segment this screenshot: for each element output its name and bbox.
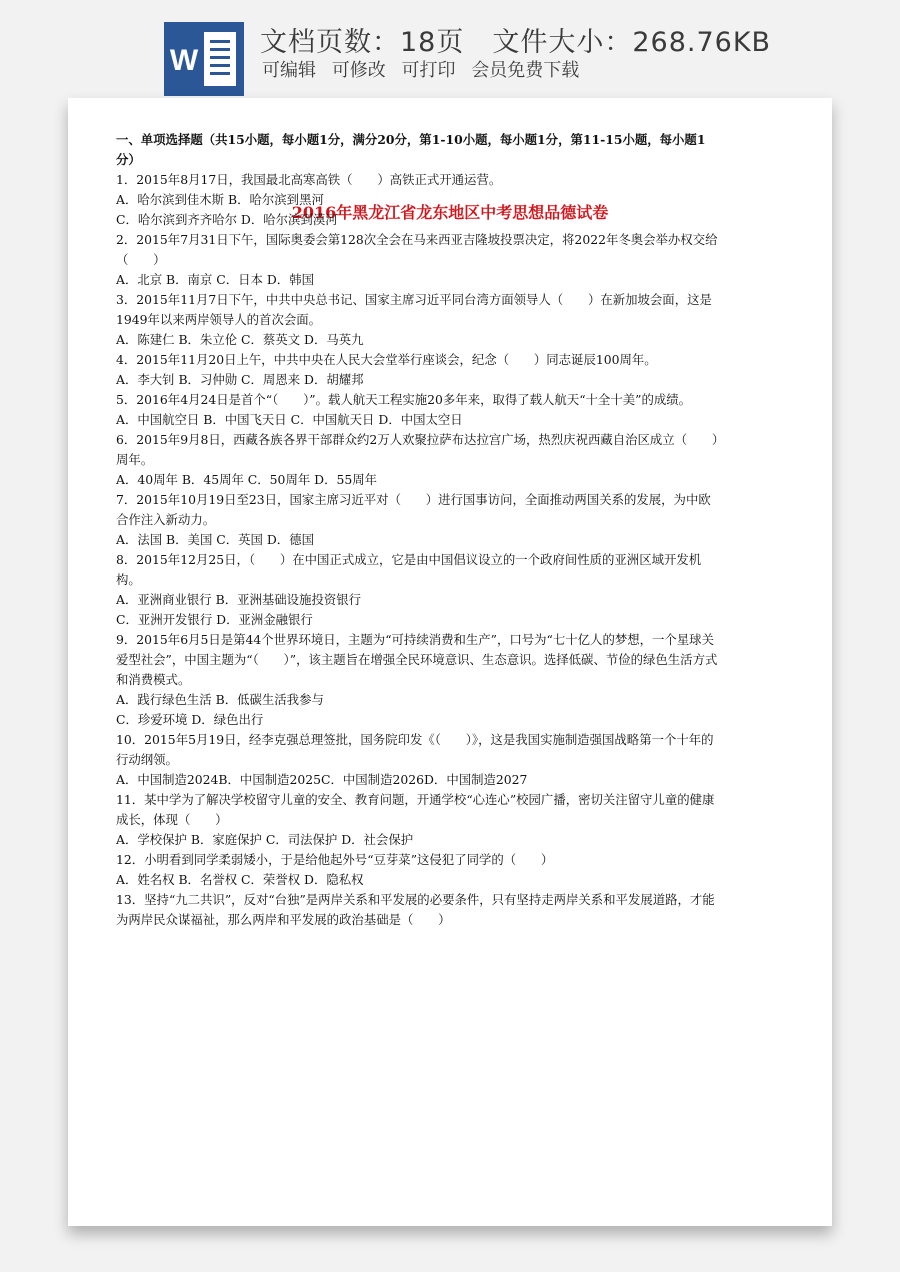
- feature-modifiable: 可修改: [331, 60, 386, 81]
- question-line: 5．2016年4月24日是首个“（ ）”。载人航天工程实施20多年来，取得了载人航天“十全十美”的成绩。: [116, 392, 692, 407]
- question-line: A．40周年 B．45周年 C．50周年 D．55周年: [116, 472, 378, 487]
- question-line: 8．2015年12月25日，（ ）在中国正式成立，它是由中国倡议设立的一个政府间性质的亚洲区域开发机构。: [116, 552, 702, 587]
- question-line: 10．2015年5月19日，经李克强总理签批，国务院印发《（ ）》，这是我国实施制造强国战略第一个十年的行动纲领。: [116, 732, 714, 767]
- document-title: 2016年黑龙江省龙东地区中考思想品德试卷: [291, 203, 609, 222]
- question-line: 4．2015年11月20日上午，中共中央在人民大会堂举行座谈会，纪念（ ）同志诞辰100周年。: [116, 352, 657, 367]
- question-line: 13．坚持“九二共识”，反对“台独”是两岸关系和平发展的必要条件，只有坚持走两岸关系和平发展道路，才能为两岸民众谋福祉，那么两岸和平发展的政治基础是（ ）: [116, 892, 715, 927]
- question-line: A．法国 B．美国 C．英国 D．德国: [116, 532, 314, 547]
- page-count: 文档页数：18页: [260, 27, 465, 58]
- question-line: A．哈尔滨到佳木斯 B．哈尔滨到黑河: [116, 192, 324, 207]
- question-line: A．亚洲商业银行 B．亚洲基础设施投资银行: [116, 592, 362, 607]
- feature-list: [262, 56, 589, 82]
- word-document-icon: [164, 22, 244, 96]
- question-line: 11．某中学为了解决学校留守儿童的安全、教育问题，开通学校“心连心”校园广播，密切关注留守儿童的健康成长，体现（ ）: [116, 792, 715, 827]
- question-line: A．中国制造2024B．中国制造2025C．中国制造2026D．中国制造2027: [116, 772, 528, 787]
- question-line: A．北京 B．南京 C．日本 D．韩国: [116, 272, 314, 287]
- document-body: [116, 130, 720, 930]
- file-meta-line: [260, 20, 771, 59]
- question-line: A．姓名权 B．名誉权 C．荣誉权 D．隐私权: [116, 872, 364, 887]
- section-heading: 一、单项选择题（共15小题，每小题1分，满分20分，第1-10小题，每小题1分，第11-15小题，每小题1分）: [116, 132, 706, 167]
- question-list: [116, 170, 720, 930]
- question-line: 12．小明看到同学柔弱矮小，于是给他起外号“豆芽菜”这侵犯了同学的（ ）: [116, 852, 554, 867]
- file-info-header: [0, 0, 900, 100]
- question-line: A．践行绿色生活 B．低碳生活我参与: [116, 692, 324, 707]
- feature-editable: 可编辑: [262, 60, 316, 81]
- logo-letter: W: [169, 44, 199, 77]
- question-line: C．珍爱环境 D．绿色出行: [116, 712, 264, 727]
- question-line: 9．2015年6月5日是第44个世界环境日，主题为“可持续消费和生产”，口号为“七十亿人的梦想，一个星球关爱型社会”，中国主题为“（ ）”，该主题旨在增强全民环境意识、生态意识。选择低碳、节俭的绿色生活方式和消费模式。: [116, 632, 718, 687]
- question-line: 1．2015年8月17日，我国最北高寒高铁（ ）高铁正式开通运营。: [116, 172, 502, 187]
- question-line: A．李大钊 B．习仲勋 C．周恩来 D．胡耀邦: [116, 372, 364, 387]
- feature-member-download: 会员免费下载: [471, 60, 580, 81]
- question-line: A．中国航空日 B．中国飞天日 C．中国航天日 D．中国太空日: [116, 412, 463, 427]
- question-line: A．陈建仁 B．朱立伦 C．蔡英文 D．马英九: [116, 332, 364, 347]
- question-line: 6．2015年9月8日，西藏各族各界干部群众约2万人欢聚拉萨布达拉宫广场，热烈庆祝西藏自治区成立（ ）周年。: [116, 432, 719, 467]
- question-line: C．亚洲开发银行 D．亚洲金融银行: [116, 612, 313, 627]
- file-size: 文件大小：268.76KB: [492, 27, 772, 58]
- question-line: 7．2015年10月19日至23日，国家主席习近平对（ ）进行国事访问，全面推动两国关系的发展，为中欧合作注入新动力。: [116, 492, 711, 527]
- feature-printable: 可打印: [401, 60, 456, 81]
- question-line: A．学校保护 B．家庭保护 C．司法保护 D．社会保护: [116, 832, 414, 847]
- question-line: C．哈尔滨到齐齐哈尔 D．哈尔滨到漠河: [116, 212, 338, 227]
- question-line: 3．2015年11月7日下午，中共中央总书记、国家主席习近平同台湾方面领导人（ ）在新加坡会面，这是1949年以来两岸领导人的首次会面。: [116, 292, 712, 327]
- question-line: 2．2015年7月31日下午，国际奥委会第128次全会在马来西亚吉隆坡投票决定，将2022年冬奥会举办权交给（ ）: [116, 232, 718, 267]
